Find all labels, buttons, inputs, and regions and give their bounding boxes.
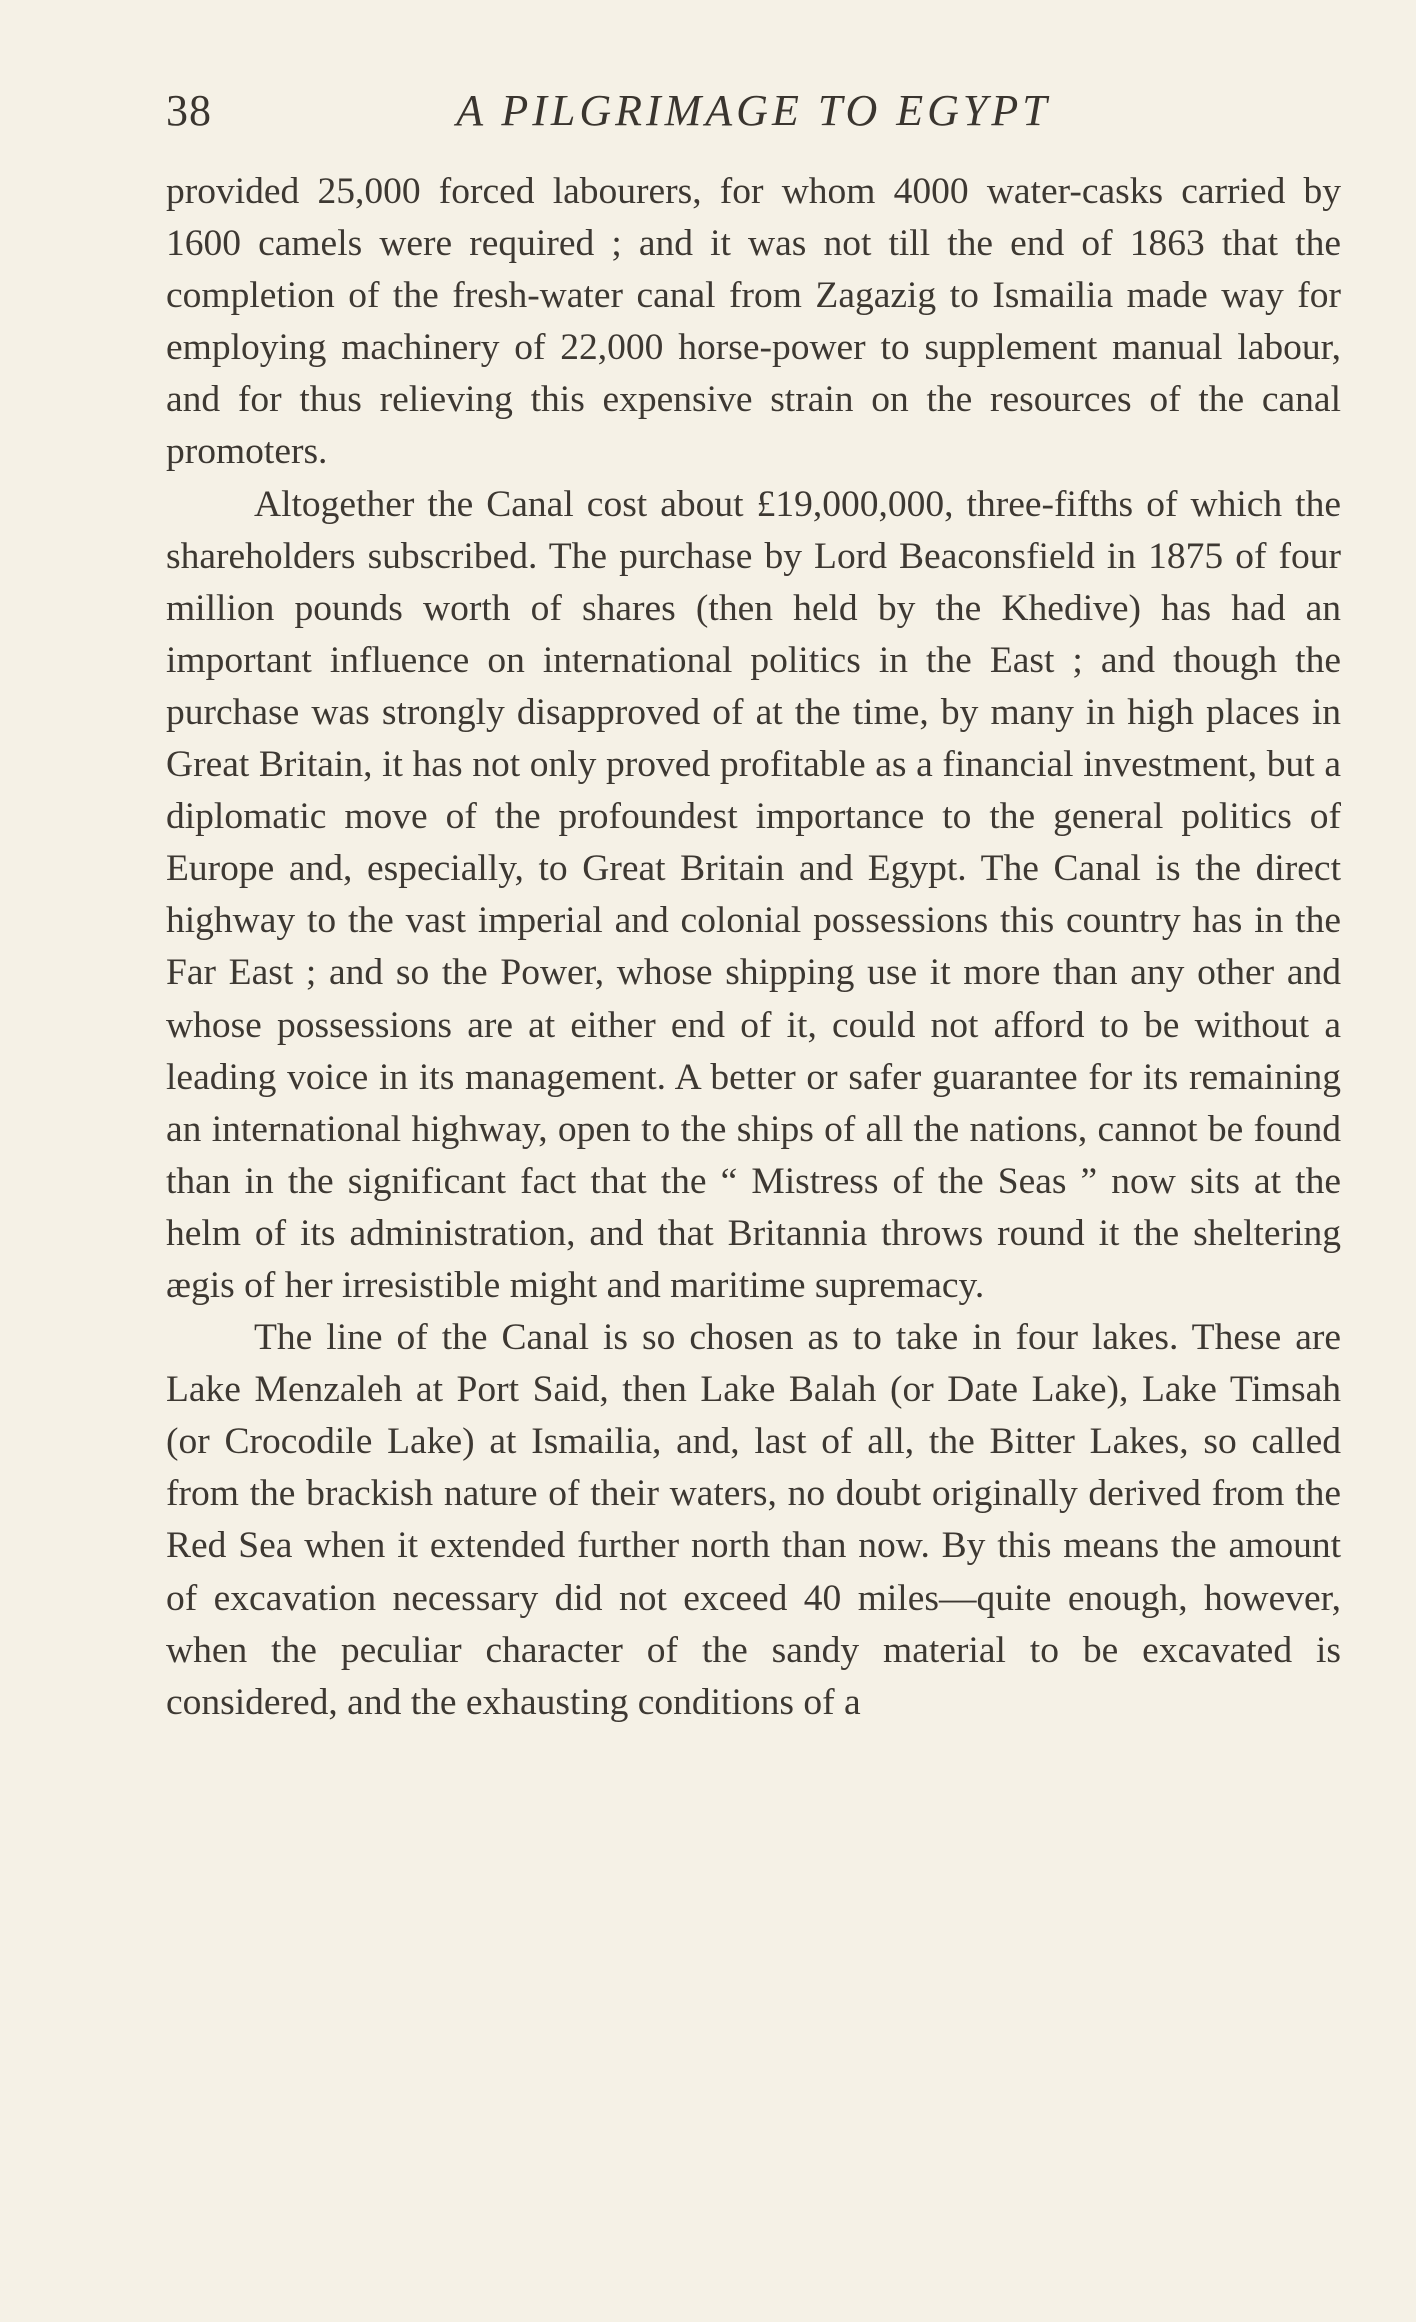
paragraph-3: The line of the Canal is so chosen as to take in four lakes. These are Lake Menzaleh at Port Said, then Lake Balah (or Date Lake), Lake Timsah (or Crocodile Lake) at Ismailia, and, last of all, the Bitter Lakes, so called from the brackish nature of their waters, no doubt originally derived from the Red Sea when it extended further north than now. By this means the amount of excavation necessary did not exceed 40 miles—quite enough, however, when the peculiar character of the sandy material to be excavated is considered, and the exhausting conditions of a <box>166 1317 1341 1723</box>
running-head <box>166 78 1341 144</box>
page-number: 38 <box>166 86 212 135</box>
body-text <box>166 166 1341 1729</box>
paragraph-1: provided 25,000 forced labourers, for whom 4000 water-casks carried by 1600 camels were required ; and it was not till the end of 1863 that the completion of the fresh-water canal from Zagazig to Ismailia made way for employing machinery of 22,000 horse-power to supplement manual labour, and for thus relieving this expensive strain on the resources of the canal promoters. <box>166 171 1341 473</box>
paragraph-2: Altogether the Canal cost about £19,000,000, three-fifths of which the shareholders subscribed. The purchase by Lord Beaconsfield in 1875 of four million pounds worth of shares (then held by the Khedive) has had an important influence on international politics in the East ; and though the purchase was strongly disapproved of at the time, by many in high places in Great Britain, it has not only proved profitable as a financial investment, but a diplomatic move of the profoundest importance to the general politics of Europe and, especially, to Great Britain and Egypt. The Canal is the direct highway to the vast imperial and colonial possessions this country has in the Far East ; and so the Power, whose shipping use it more than any other and whose possessions are at either end of it, could not afford to be without a leading voice in its management. A better or safer guarantee for its remaining an international highway, open to the ships of all the nations, cannot be found than in the significant fact that the “ Mistress of the Seas ” now sits at the helm of its administration, and that Britannia throws round it the sheltering ægis of her irresistible might and maritime supremacy. <box>166 483 1341 1306</box>
running-title: A PILGRIMAGE TO EGYPT <box>456 86 1051 135</box>
